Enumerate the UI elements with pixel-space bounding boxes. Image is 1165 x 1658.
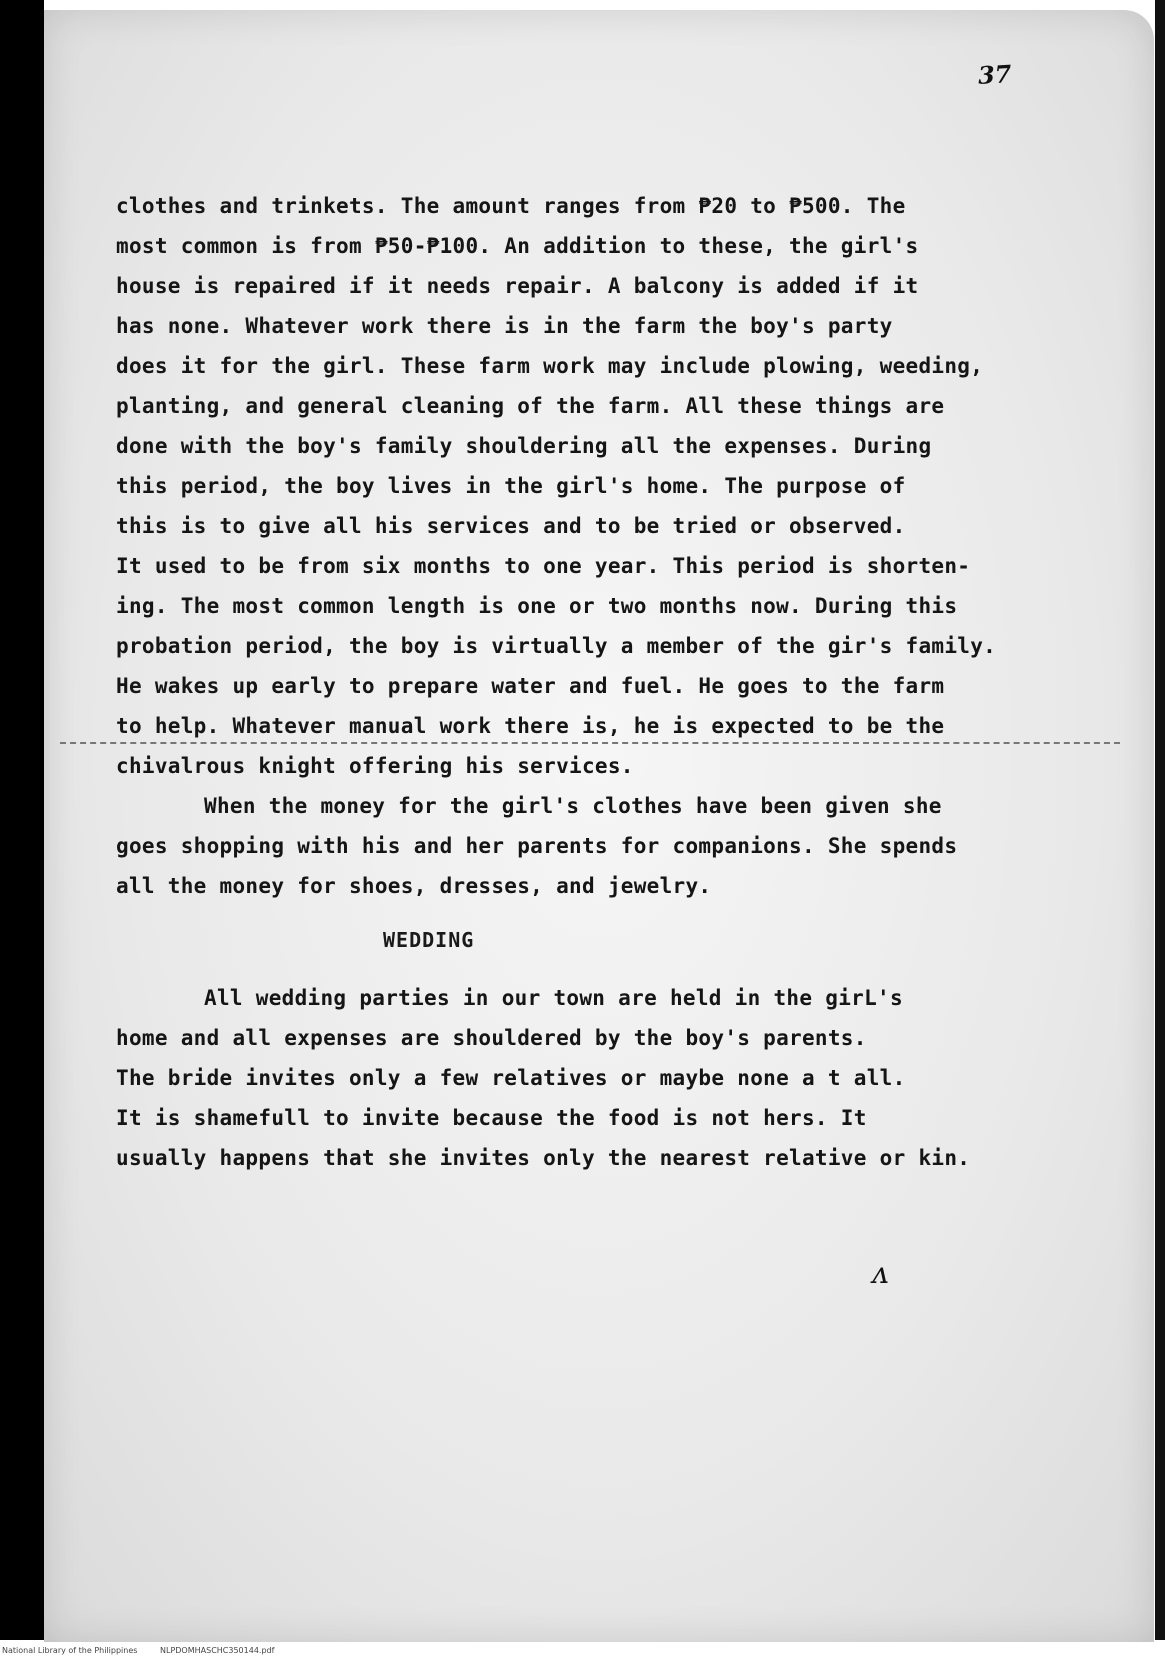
scan-right-border — [1155, 0, 1165, 1640]
scan-artifact-line — [60, 742, 1120, 744]
footer-library-name: National Library of the Philippines — [2, 1646, 138, 1655]
text-line: It used to be from six months to one year. This period is shorten- — [116, 554, 971, 578]
text-line: chivalrous knight offering his services. — [116, 754, 634, 778]
section-heading-wedding: WEDDING — [383, 928, 475, 952]
page-number: 37 — [977, 59, 1013, 90]
text-line: It is shamefull to invite because the food is not hers. It — [116, 1106, 867, 1130]
paragraph-dowry — [116, 186, 1106, 906]
text-line: house is repaired if it needs repair. A balcony is added if it — [116, 274, 919, 298]
text-line: planting, and general cleaning of the farm. All these things are — [116, 394, 945, 418]
text-line: most common is from ₱50-₱100. An addition to these, the girl's — [116, 234, 919, 258]
text-line: He wakes up early to prepare water and fuel. He goes to the farm — [116, 674, 945, 698]
text-line: goes shopping with his and her parents for companions. She spends — [116, 834, 958, 858]
text-line: probation period, the boy is virtually a member of the gir's family. — [116, 634, 997, 658]
handwritten-mark: ᴧ — [872, 1256, 889, 1291]
text-line: all the money for shoes, dresses, and jewelry. — [116, 874, 712, 898]
text-line: has none. Whatever work there is in the farm the boy's party — [116, 314, 893, 338]
paragraph-wedding — [116, 978, 1106, 1178]
text-line: The bride invites only a few relatives or maybe none a t all. — [116, 1066, 906, 1090]
text-line: this period, the boy lives in the girl's home. The purpose of — [116, 474, 906, 498]
scan-footer — [0, 1643, 1165, 1658]
text-line: When the money for the girl's clothes have been given she — [204, 794, 942, 818]
text-line: ing. The most common length is one or two months now. During this — [116, 594, 958, 618]
text-line: home and all expenses are shouldered by the boy's parents. — [116, 1026, 867, 1050]
text-line: this is to give all his services and to be tried or observed. — [116, 514, 906, 538]
text-line: All wedding parties in our town are held in the girL's — [204, 986, 903, 1010]
scan-left-border — [0, 0, 44, 1640]
footer-filename: NLPDOMHASCHC350144.pdf — [160, 1646, 275, 1655]
text-line: clothes and trinkets. The amount ranges from ₱20 to ₱500. The — [116, 194, 906, 218]
text-line: done with the boy's family shouldering all the expenses. During — [116, 434, 932, 458]
text-line: does it for the girl. These farm work may include plowing, weeding, — [116, 354, 984, 378]
text-line: to help. Whatever manual work there is, he is expected to be the — [116, 714, 945, 738]
text-line: usually happens that she invites only the nearest relative or kin. — [116, 1146, 971, 1170]
